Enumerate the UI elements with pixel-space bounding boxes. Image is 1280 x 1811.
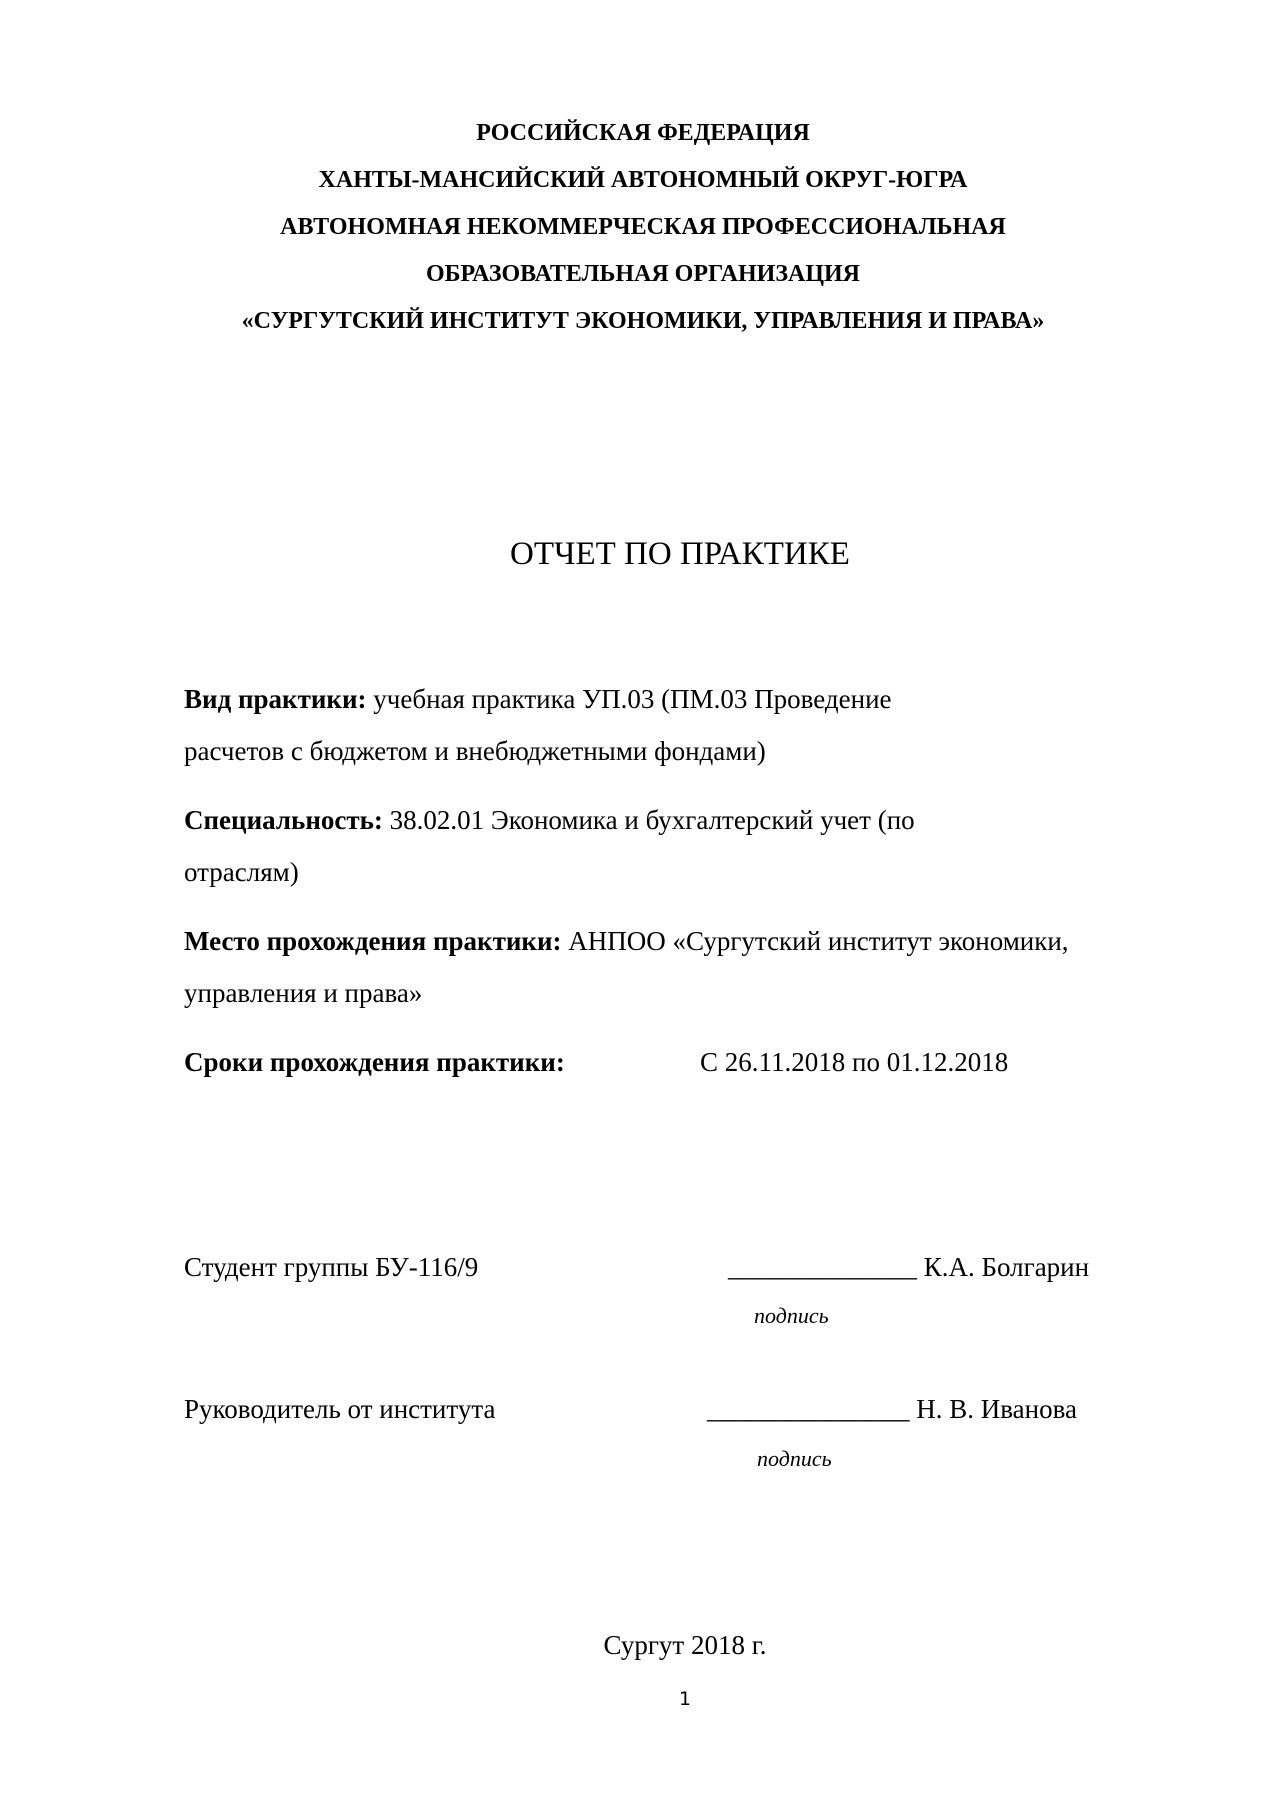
header-line-org-kind: ОБРАЗОВАТЕЛЬНАЯ ОРГАНИЗАЦИЯ: [425, 261, 860, 287]
supervisor-label: Руководитель от института: [184, 1394, 496, 1424]
specialty-row: [184, 805, 1204, 836]
header-line-org-type: АВТОНОМНАЯ НЕКОММЕРЧЕСКАЯ ПРОФЕССИОНАЛЬНАЯ: [280, 214, 1006, 240]
specialty-value-continued: отраслям): [184, 857, 299, 887]
practice-type-row-continued: [184, 736, 1204, 767]
student-label: Студент группы БУ-116/9: [184, 1252, 479, 1282]
place-row: [184, 926, 1204, 957]
student-signature-blank: ______________: [728, 1252, 917, 1282]
student-signature-caption: подпись: [754, 1303, 829, 1328]
place-value-continued: управления и права»: [184, 978, 423, 1008]
place-row-continued: [184, 978, 1204, 1009]
dates-value: С 26.11.2018 по 01.12.2018: [700, 1047, 1009, 1077]
specialty-value: 38.02.01 Экономика и бухгалтерский учет (по: [389, 805, 915, 835]
city-year: Сургут 2018 г.: [603, 1630, 767, 1660]
practice-type-value-continued: расчетов с бюджетом и внебюджетными фондами): [184, 736, 766, 766]
student-signature-line: [728, 1252, 1089, 1283]
header-line-region: ХАНТЫ-МАНСИЙСКИЙ АВТОНОМНЫЙ ОКРУГ-ЮГРА: [318, 167, 968, 193]
header-line-institution-name: «СУРГУТСКИЙ ИНСТИТУТ ЭКОНОМИКИ, УПРАВЛЕНИЯ И ПРАВА»: [241, 308, 1045, 334]
dates-row: [184, 1047, 1204, 1078]
specialty-label: Специальность:: [184, 805, 383, 835]
place-label: Место прохождения практики:: [184, 926, 562, 956]
supervisor-name: Н. В. Иванова: [916, 1394, 1077, 1424]
header-line-country: РОССИЙСКАЯ ФЕДЕРАЦИЯ: [476, 120, 810, 146]
page-number: 1: [678, 1688, 692, 1710]
dates-label: Сроки прохождения практики:: [184, 1047, 565, 1077]
student-name: К.А. Болгарин: [923, 1252, 1090, 1282]
practice-type-row: [184, 684, 1204, 715]
dates-value-row: [700, 1047, 1008, 1078]
supervisor-signature-line: [707, 1394, 1077, 1425]
place-value: АНПОО «Сургутский институт экономики,: [568, 926, 1069, 956]
specialty-row-continued: [184, 857, 1204, 888]
practice-type-label: Вид практики:: [184, 684, 367, 714]
supervisor-signature-blank: _______________: [707, 1394, 910, 1424]
document-title: ОТЧЕТ ПО ПРАКТИКЕ: [510, 536, 850, 572]
practice-type-value: учебная практика УП.03 (ПМ.03 Проведение: [373, 684, 892, 714]
supervisor-signature-caption: подпись: [757, 1446, 832, 1471]
